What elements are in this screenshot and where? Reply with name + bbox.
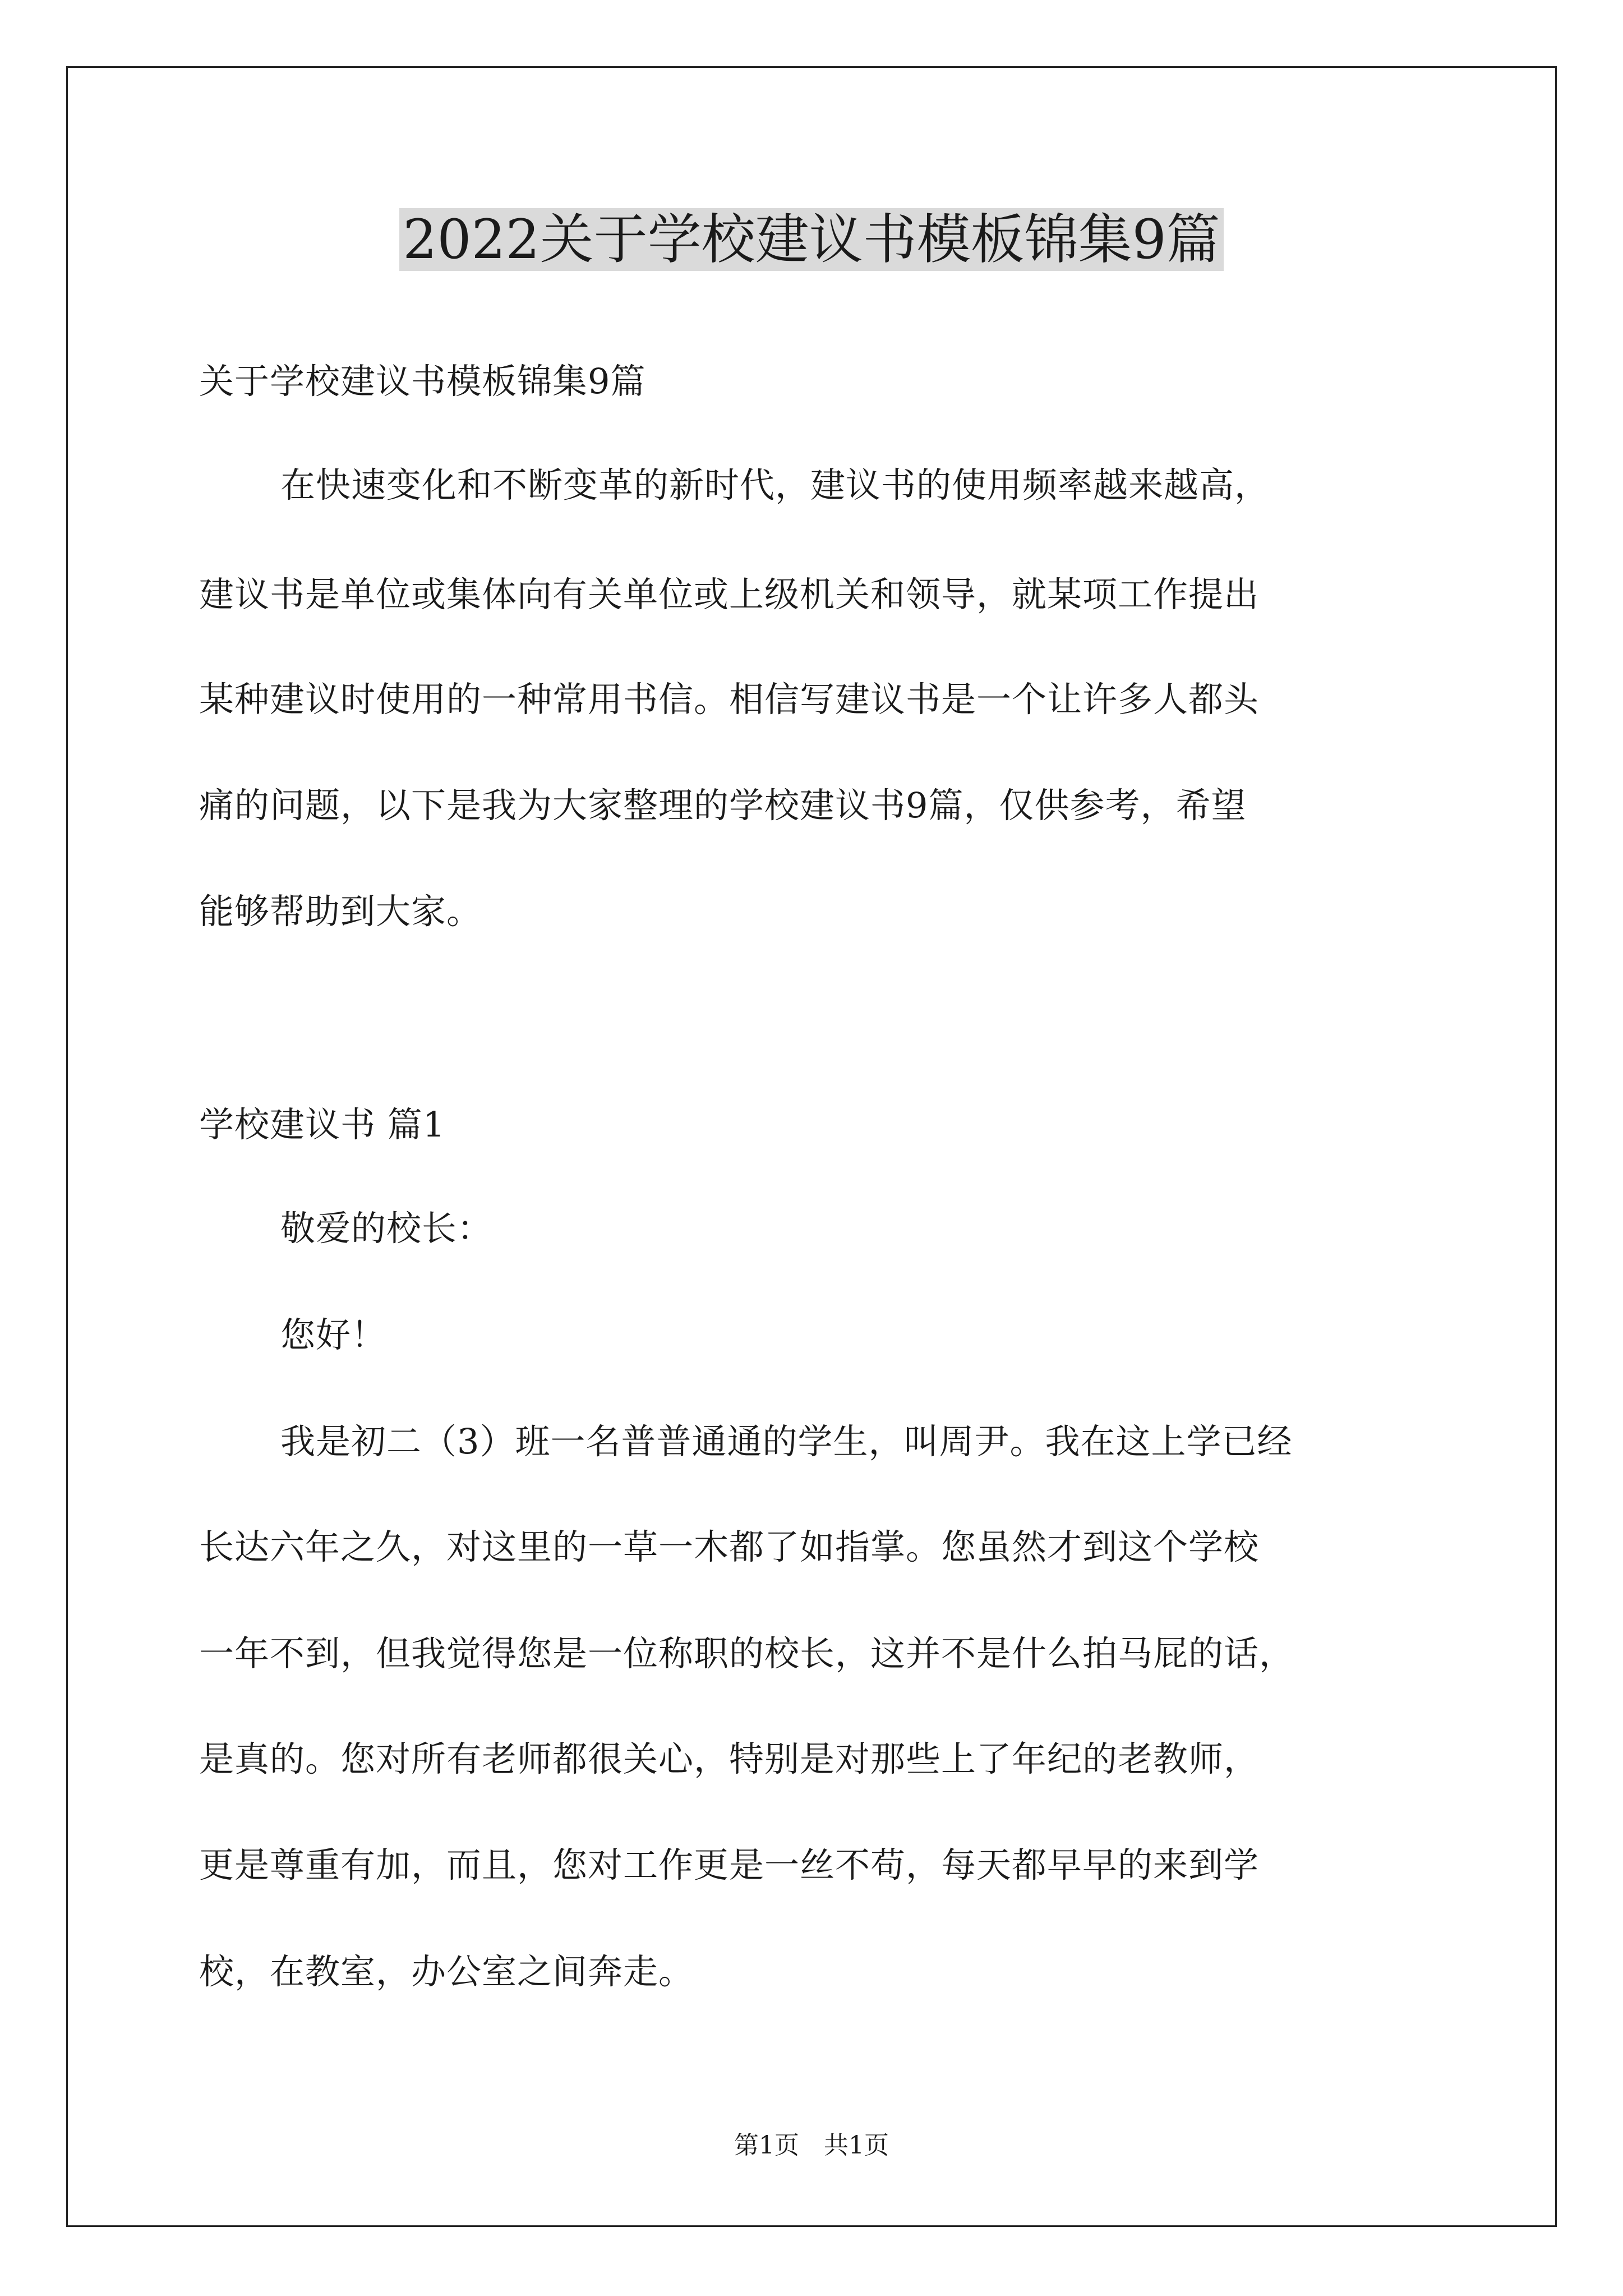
page-number-footer: 第1页 共1页 xyxy=(734,2131,889,2160)
intro-line: 痛的问题，以下是我为大家整理的学校建议书9篇，仅供参考，希望 xyxy=(199,785,1247,826)
document-title-text: 2022关于学校建议书模板锦集9篇 xyxy=(399,208,1223,271)
body-line: 更是尊重有加，而且，您对工作更是一丝不苟，每天都早早的来到学 xyxy=(199,1844,1260,1885)
body-line: 是真的。您对所有老师都很关心，特别是对那些上了年纪的老教师， xyxy=(199,1738,1260,1779)
intro-line: 能够帮助到大家。 xyxy=(199,891,482,932)
body-line: 我是初二（3）班一名普普通通的学生，叫周尹。我在这上学已经 xyxy=(280,1421,1293,1462)
salutation: 敬爱的校长： xyxy=(280,1208,493,1249)
intro-line: 建议书是单位或集体向有关单位或上级机关和领导，就某项工作提出 xyxy=(199,574,1260,615)
greeting: 您好！ xyxy=(280,1314,387,1355)
intro-line: 某种建议时使用的一种常用书信。相信写建议书是一个让许多人都头 xyxy=(199,679,1260,720)
body-line: 校，在教室，办公室之间奔走。 xyxy=(199,1951,694,1992)
body-line: 一年不到，但我觉得您是一位称职的校长，这并不是什么拍马屁的话， xyxy=(199,1633,1295,1674)
body-line: 长达六年之久，对这里的一草一木都了如指掌。您虽然才到这个学校 xyxy=(199,1526,1260,1567)
document-subtitle: 关于学校建议书模板锦集9篇 xyxy=(199,361,646,402)
section-heading: 学校建议书 篇1 xyxy=(199,1104,446,1145)
intro-line: 在快速变化和不断变革的新时代，建议书的使用频率越来越高， xyxy=(280,464,1270,505)
document-title xyxy=(0,203,1623,276)
